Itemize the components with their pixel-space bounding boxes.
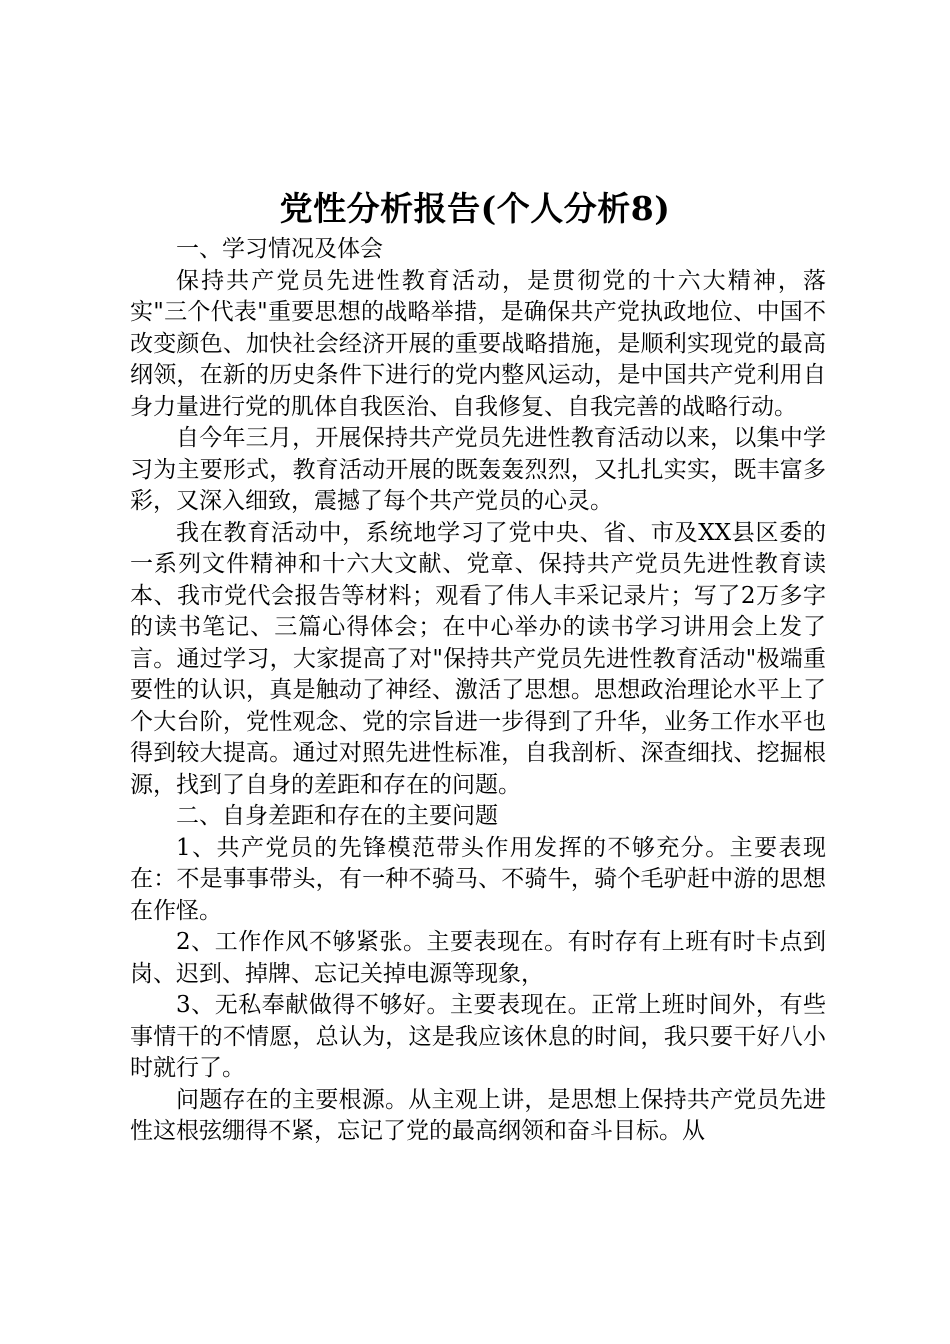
paragraph: 1、共产党员的先锋模范带头作用发挥的不够充分。主要表现在：不是事事带头，有一种不骑马、不骑牛，骑个毛驴赶中游的思想在作怪。 xyxy=(130,834,826,924)
section-heading-study: 一、学习情况及体会 xyxy=(176,236,383,262)
paragraph: 我在教育活动中，系统地学习了党中央、省、市及XX县区委的一系列文件精神和十六大文献、党章、保持共产党员先进性教育读本、我市党代会报告等材料；观看了伟人丰采记录片；写了2万多字的读书笔记、三篇心得体会；在中心举办的读书学习讲用会上发了言。通过学习，大家提高了对"保持共产党员先进性教育活动"极端重要性的认识，真是触动了神经、激活了思想。思想政治理论水平上了个大台阶，党性观念、党的宗旨进一步得到了升华，业务工作水平也得到较大提高。通过对照先进性标准，自我剖析、深查细找、挖掘根源，找到了自身的差距和存在的问题。 xyxy=(130,519,826,798)
paragraph: 保持共产党员先进性教育活动，是贯彻党的十六大精神，落实"三个代表"重要思想的战略举措，是确保共产党执政地位、中国不改变颜色、加快社会经济开展的重要战略措施，是顺利实现党的最高纲领，在新的历史条件下进行的党内整风运动，是中国共产党利用自身力量进行党的肌体自我医治、自我修复、自我完善的战略行动。 xyxy=(130,267,826,420)
paragraph: 问题存在的主要根源。从主观上讲，是思想上保持共产党员先进性这根弦绷得不紧，忘记了党的最高纲领和奋斗目标。从 xyxy=(130,1086,826,1144)
document-body xyxy=(130,234,826,1148)
paragraph: 3、无私奉献做得不够好。主要表现在。正常上班时间外，有些事情干的不情愿，总认为，这是我应该休息的时间，我只要干好八小时就行了。 xyxy=(130,992,826,1081)
paragraph: 2、工作作风不够紧张。主要表现在。有时存有上班有时卡点到岗、迟到、掉牌、忘记关掉电源等现象， xyxy=(130,929,826,987)
section-heading-problems: 二、自身差距和存在的主要问题 xyxy=(176,803,498,829)
document-title: 党性分析报告(个人分析8) xyxy=(279,189,671,228)
paragraph: 自今年三月，开展保持共产党员先进性教育活动以来，以集中学习为主要形式，教育活动开展的既轰轰烈烈，又扎扎实实，既丰富多彩，又深入细致，震撼了每个共产党员的心灵。 xyxy=(130,425,826,514)
